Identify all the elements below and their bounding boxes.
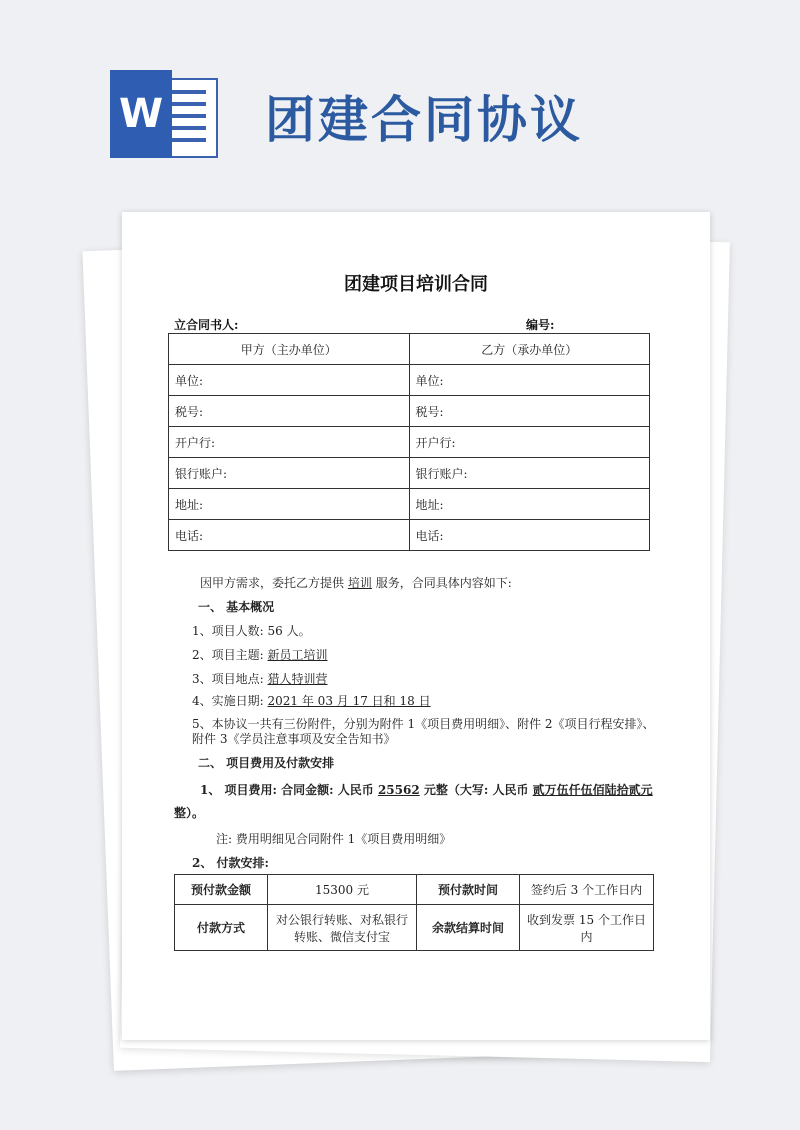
table-row bbox=[169, 458, 650, 489]
party-a-cell: 单位: bbox=[169, 365, 410, 396]
prepay-amount-label: 预付款金额 bbox=[175, 875, 268, 905]
item-theme-value: 新员工培训 bbox=[267, 648, 328, 662]
intro-paragraph bbox=[200, 574, 512, 591]
fee-middle: 元整（大写: 人民币 bbox=[423, 783, 529, 797]
item-headcount-label: 1、项目人数: bbox=[192, 624, 264, 638]
party-a-cell: 电话: bbox=[169, 520, 410, 551]
party-b-header: 乙方（承办单位） bbox=[409, 334, 650, 365]
section2-heading: 二、 项目费用及付款安排 bbox=[198, 756, 335, 770]
signer-label: 立合同书人: bbox=[174, 318, 239, 332]
item-date bbox=[192, 692, 431, 709]
payment-table bbox=[174, 874, 654, 951]
table-row bbox=[175, 905, 654, 951]
payment-method-label: 付款方式 bbox=[175, 905, 268, 951]
intro-suffix: 服务，合同具体内容如下: bbox=[375, 576, 512, 590]
balance-time-value: 收到发票 15 个工作日内 bbox=[520, 905, 654, 951]
fee-words: 贰万伍仟伍佰陆拾贰元 bbox=[532, 783, 653, 797]
item-headcount bbox=[192, 622, 311, 639]
intro-service: 培训 bbox=[347, 576, 372, 590]
party-a-cell: 税号: bbox=[169, 396, 410, 427]
intro-prefix: 因甲方需求，委托乙方提供 bbox=[200, 576, 345, 590]
prepay-time-value: 签约后 3 个工作日内 bbox=[520, 875, 654, 905]
party-b-cell: 银行账户: bbox=[409, 458, 650, 489]
item-date-label: 4、实施日期: bbox=[192, 694, 264, 708]
item-headcount-unit: 人。 bbox=[286, 624, 311, 638]
item-attachments-line2: 附件 3《学员注意事项及安全告知书》 bbox=[192, 732, 396, 746]
parties-table bbox=[168, 333, 650, 551]
payment-method-value: 对公银行转账、对私银行转账、微信支付宝 bbox=[268, 905, 417, 951]
table-row bbox=[169, 427, 650, 458]
party-b-cell: 地址: bbox=[409, 489, 650, 520]
banner-title: 团建合同协议 bbox=[265, 91, 583, 149]
party-b-cell: 单位: bbox=[409, 365, 650, 396]
item-date-value: 2021 年 03 月 17 日和 18 日 bbox=[267, 694, 431, 708]
fee-suffix: 整）。 bbox=[174, 806, 205, 820]
table-row bbox=[175, 875, 654, 905]
balance-time-label: 余款结算时间 bbox=[417, 905, 520, 951]
fee-prefix: 1、 项目费用: 合同金额: 人民币 bbox=[200, 783, 374, 797]
section1-heading: 一、 基本概况 bbox=[198, 600, 275, 614]
prepay-amount-value: 15300 元 bbox=[268, 875, 417, 905]
table-row bbox=[169, 396, 650, 427]
payment-heading: 2、 付款安排: bbox=[192, 856, 269, 870]
party-a-header: 甲方（主办单位） bbox=[169, 334, 410, 365]
word-icon bbox=[110, 70, 220, 158]
fee-line bbox=[200, 781, 653, 798]
table-row bbox=[169, 334, 650, 365]
item-theme-label: 2、项目主题: bbox=[192, 648, 264, 662]
item-attachments-line1: 5、本协议一共有三份附件，分别为附件 1《项目费用明细》、附件 2《项目行程安排》、 bbox=[192, 717, 655, 731]
item-location-value: 猎人特训营 bbox=[267, 672, 328, 686]
prepay-time-label: 预付款时间 bbox=[417, 875, 520, 905]
table-row bbox=[169, 489, 650, 520]
fee-amount: 25562 bbox=[377, 783, 420, 797]
number-label: 编号: bbox=[526, 318, 555, 332]
table-row bbox=[169, 365, 650, 396]
party-b-cell: 开户行: bbox=[409, 427, 650, 458]
fee-note: 注: 费用明细见合同附件 1《项目费用明细》 bbox=[216, 832, 452, 846]
party-a-cell: 银行账户: bbox=[169, 458, 410, 489]
table-row bbox=[169, 520, 650, 551]
item-location-label: 3、项目地点: bbox=[192, 672, 264, 686]
item-headcount-value: 56 bbox=[267, 624, 283, 638]
document-page bbox=[122, 212, 710, 1040]
party-a-cell: 地址: bbox=[169, 489, 410, 520]
party-a-cell: 开户行: bbox=[169, 427, 410, 458]
banner bbox=[0, 0, 800, 200]
party-b-cell: 电话: bbox=[409, 520, 650, 551]
item-theme bbox=[192, 646, 328, 663]
party-b-cell: 税号: bbox=[409, 396, 650, 427]
word-letter: W bbox=[110, 70, 172, 158]
item-location bbox=[192, 670, 328, 687]
document-title: 团建项目培训合同 bbox=[344, 274, 488, 295]
